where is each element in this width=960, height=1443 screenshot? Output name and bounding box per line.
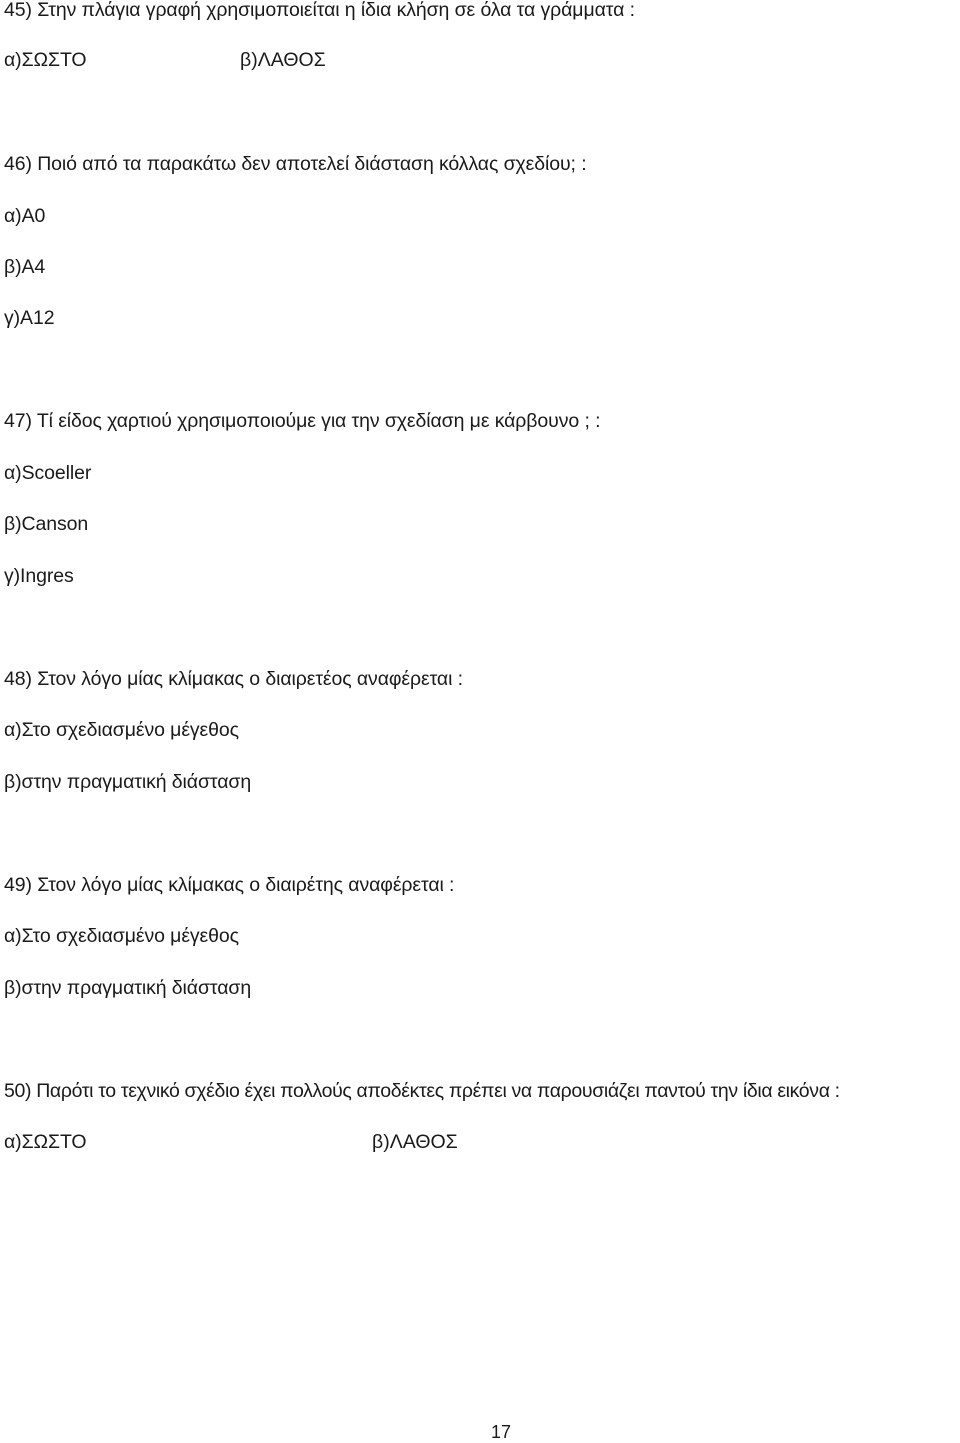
question-47-option-b: β)Canson	[4, 513, 89, 535]
question-46-option-b: β)Α4	[4, 256, 46, 278]
question-45-text: 45) Στην πλάγια γραφή χρησιμοποιείται η ίδια κλήση σε όλα τα γράμματα :	[4, 0, 635, 21]
question-49-option-b: β)στην πραγματική διάσταση	[4, 977, 252, 999]
question-47-text: 47) Τί είδος χαρτιού χρησιμοποιούμε για την σχεδίαση με κάρβουνο ; :	[4, 410, 601, 432]
question-49-option-a: α)Στο σχεδιασμένο μέγεθος	[4, 925, 239, 947]
question-50-text: 50) Παρότι το τεχνικό σχέδιο έχει πολλούς αποδέκτες πρέπει να παρουσιάζει παντού την ίδια εικόνα :	[4, 1080, 840, 1102]
question-46-option-a: α)Α0	[4, 205, 46, 227]
question-47-option-a: α)Scoeller	[4, 462, 92, 484]
question-46-text: 46) Ποιό από τα παρακάτω δεν αποτελεί διάσταση κόλλας σχεδίου; :	[4, 153, 587, 175]
question-47-option-c: γ)Ingres	[4, 565, 74, 587]
question-48-text: 48) Στον λόγο μίας κλίμακας ο διαιρετέος αναφέρεται :	[4, 668, 463, 690]
question-48-option-b: β)στην πραγματική διάσταση	[4, 771, 252, 793]
question-48-option-a: α)Στο σχεδιασμένο μέγεθος	[4, 719, 239, 741]
question-50-option-a: α)ΣΩΣΤΟ	[4, 1131, 87, 1153]
question-45-option-a: α)ΣΩΣΤΟ	[4, 49, 87, 71]
question-45-option-b: β)ΛΑΘΟΣ	[240, 49, 326, 71]
question-49-text: 49) Στον λόγο μίας κλίμακας ο διαιρέτης αναφέρεται :	[4, 874, 455, 896]
page-number: 17	[490, 1422, 512, 1442]
question-46-option-c: γ)Α12	[4, 307, 55, 329]
question-50-option-b: β)ΛΑΘΟΣ	[372, 1131, 458, 1153]
